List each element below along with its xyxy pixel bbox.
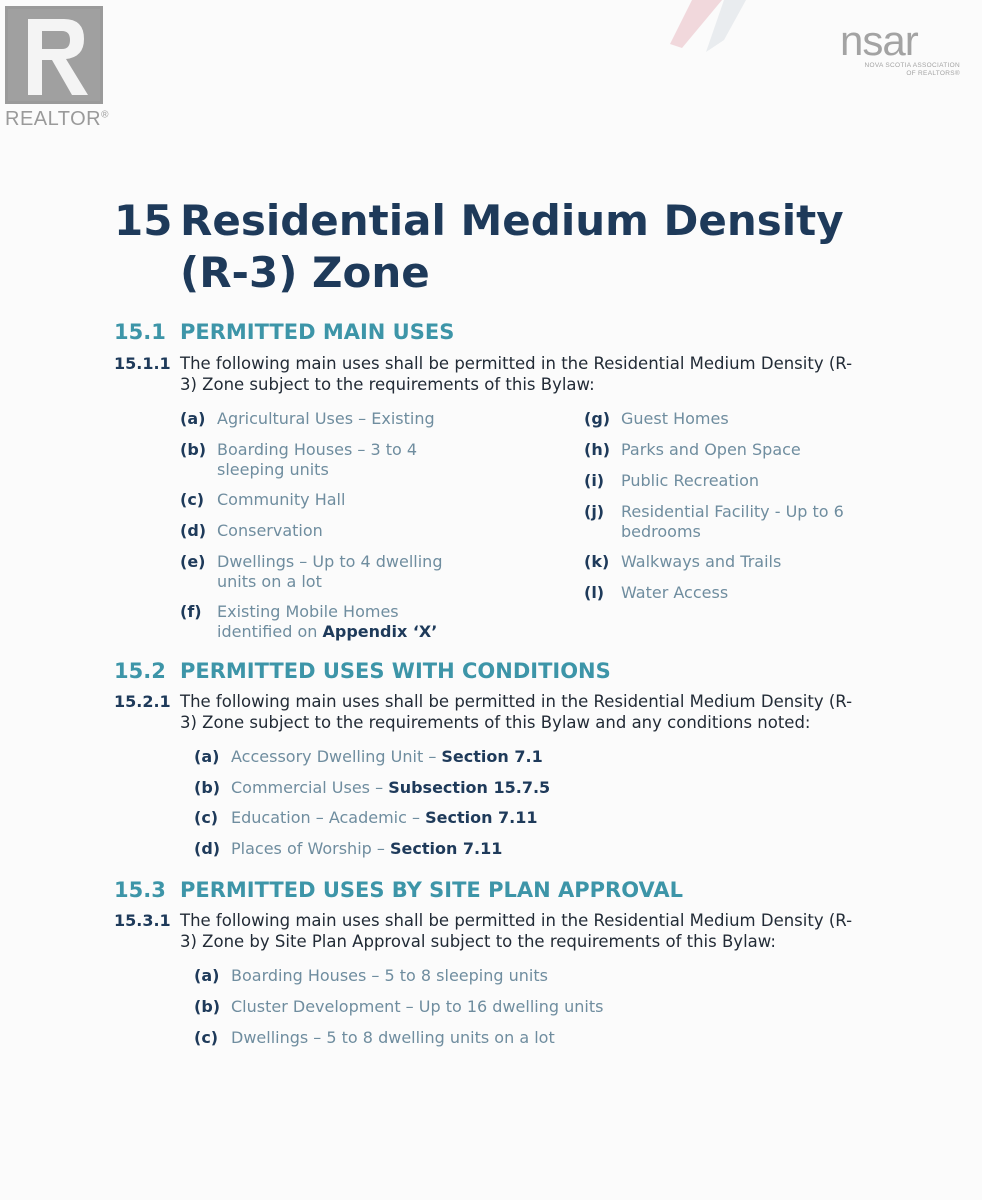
clause-text (180, 910, 860, 952)
item-text: Conservation (217, 521, 323, 540)
clause-text (180, 691, 860, 733)
item-label: (a) (194, 966, 220, 985)
item-label: (c) (180, 490, 205, 509)
item-text: Water Access (621, 583, 729, 602)
section-reference: Section 7.1 (441, 747, 543, 766)
section-reference: Subsection 15.7.5 (388, 778, 551, 797)
nsar-subline-2: OF REALTORS® (906, 70, 960, 77)
clause-line: 3) Zone by Site Plan Approval subject to the requirements of this Bylaw: (180, 932, 776, 951)
item-label: (h) (584, 440, 611, 459)
item-text: Education – Academic – Section 7.11 (231, 808, 538, 827)
section-title: PERMITTED USES BY SITE PLAN APPROVAL (180, 878, 683, 902)
clause-line: The following main uses shall be permitted in the Residential Medium Density (R- (180, 692, 853, 711)
section-number: 15.1 (114, 320, 166, 344)
section-number: 15.3 (114, 878, 166, 902)
item-label: (i) (584, 471, 605, 490)
appendix-reference: Appendix ‘X’ (322, 622, 438, 641)
item-label: (b) (180, 440, 207, 459)
item-text: Cluster Development – Up to 16 dwelling units (231, 997, 604, 1016)
item-label: (j) (584, 502, 605, 521)
item-label: (f) (180, 602, 202, 621)
item-label: (e) (180, 552, 206, 571)
realtor-r-icon (5, 6, 103, 104)
item-label: (b) (194, 778, 221, 797)
section-reference: Section 7.11 (389, 839, 503, 858)
item-text: Places of Worship – Section 7.11 (231, 839, 503, 858)
item-label: (b) (194, 997, 221, 1016)
clause-line: The following main uses shall be permitted in the Residential Medium Density (R- (180, 354, 853, 373)
item-text: Boarding Houses – 3 to 4 sleeping units (217, 440, 418, 479)
section-number: 15.2 (114, 659, 166, 683)
clause-line: 3) Zone subject to the requirements of this Bylaw: (180, 375, 595, 394)
section-title: PERMITTED USES WITH CONDITIONS (180, 659, 611, 683)
item-text: Community Hall (217, 490, 346, 509)
chapter-title (180, 195, 880, 299)
clause-number: 15.3.1 (114, 911, 171, 930)
item-text: Agricultural Uses – Existing (217, 409, 435, 428)
clause-text (180, 353, 860, 395)
realtor-wordmark: REALTOR® (5, 108, 109, 130)
item-text: Walkways and Trails (621, 552, 782, 571)
chapter-title-line-2: (R-3) Zone (180, 248, 430, 297)
nsar-wordmark: nsar (840, 17, 918, 64)
nsar-logo (840, 17, 970, 90)
item-label: (c) (194, 1028, 219, 1047)
clause-number: 15.1.1 (114, 354, 171, 373)
item-label: (c) (194, 808, 219, 827)
item-text: Dwellings – Up to 4 dwelling units on a lot (217, 552, 443, 591)
realtor-logo (5, 6, 117, 136)
item-text: Public Recreation (621, 471, 759, 490)
item-label: (d) (180, 521, 207, 540)
section-reference: Section 7.11 (425, 808, 538, 827)
section-title: PERMITTED MAIN USES (180, 320, 455, 344)
item-text: Dwellings – 5 to 8 dwelling units on a lot (231, 1028, 555, 1047)
chapter-number: 15 (114, 196, 173, 245)
item-label: (k) (584, 552, 610, 571)
item-text: Guest Homes (621, 409, 729, 428)
item-label: (a) (194, 747, 220, 766)
item-text: Boarding Houses – 5 to 8 sleeping units (231, 966, 548, 985)
chapter-title-line-1: Residential Medium Density (180, 196, 844, 245)
clause-number: 15.2.1 (114, 692, 171, 711)
clause-line: 3) Zone subject to the requirements of this Bylaw and any conditions noted: (180, 713, 811, 732)
item-text: Parks and Open Space (621, 440, 801, 459)
item-text: Commercial Uses – Subsection 15.7.5 (231, 778, 551, 797)
item-text: Accessory Dwelling Unit – Section 7.1 (231, 747, 543, 766)
decorative-brush-shape (662, 0, 782, 60)
item-text: Residential Facility - Up to 6 bedrooms (621, 502, 844, 541)
item-label: (l) (584, 583, 605, 602)
item-label: (a) (180, 409, 206, 428)
item-label: (d) (194, 839, 221, 858)
item-label: (g) (584, 409, 611, 428)
clause-line: The following main uses shall be permitted in the Residential Medium Density (R- (180, 911, 853, 930)
nsar-subline-1: NOVA SCOTIA ASSOCIATION (864, 62, 960, 69)
item-text: Existing Mobile Homes identified on Appendix ‘X’ (217, 602, 438, 641)
